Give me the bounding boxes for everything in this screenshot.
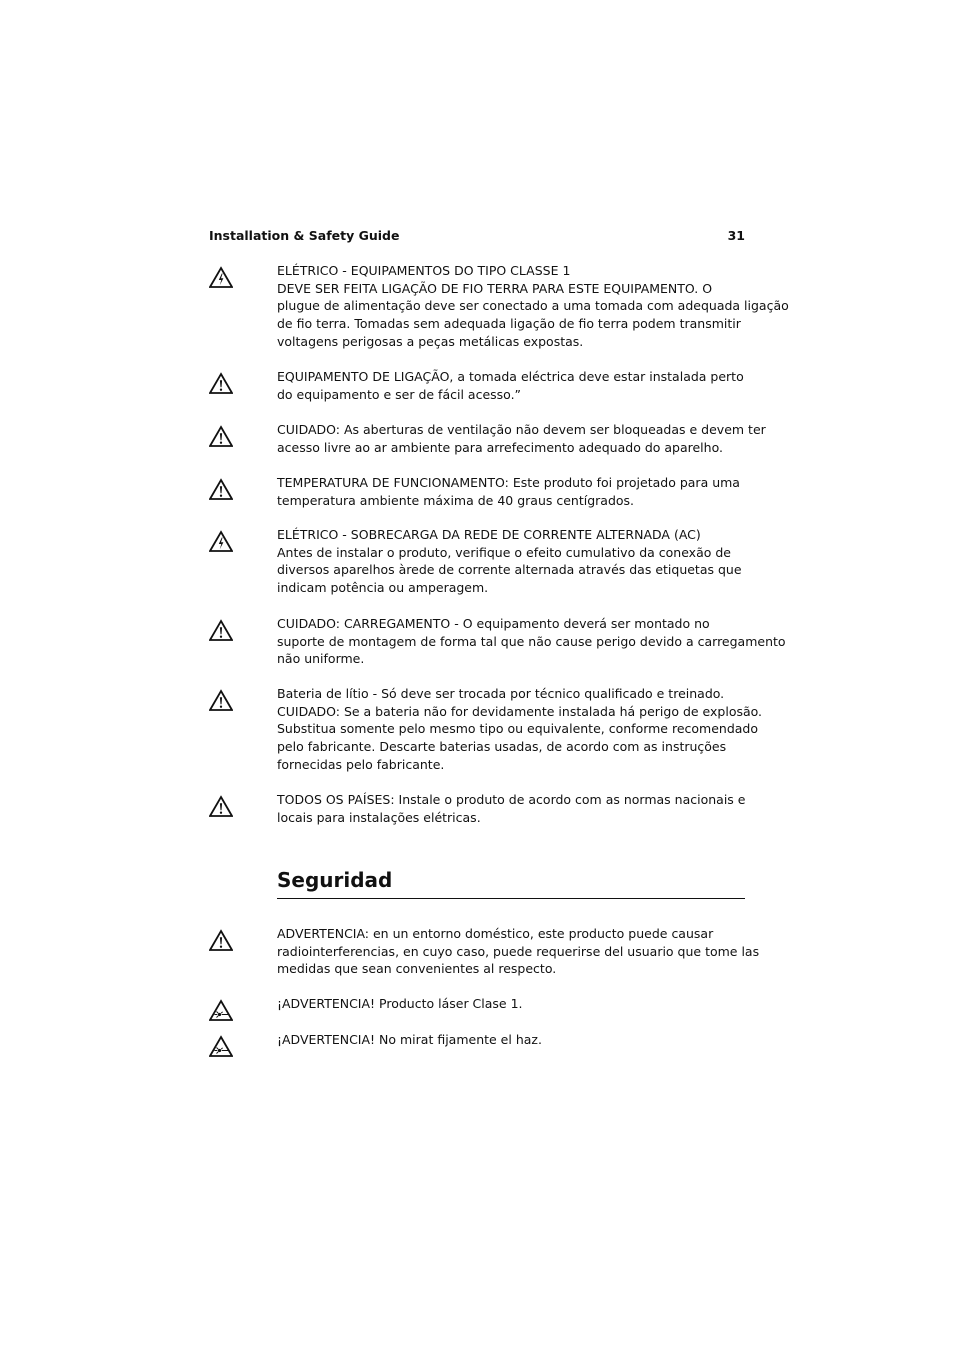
- text-line: indicam potência ou amperagem.: [277, 580, 489, 596]
- text-line: CUIDADO: CARREGAMENTO - O equipamento deverá ser montado no: [277, 616, 710, 631]
- text-line: EQUIPAMENTO DE LIGAÇÃO, a tomada eléctrica deve estar instalada perto: [277, 369, 744, 384]
- text-line: radiointerferencias, en cuyo caso, puede requerirse del usuario que tome las: [277, 943, 760, 959]
- warning-icon: [209, 619, 233, 641]
- warning-text: [277, 1031, 745, 1049]
- warning-icon: [209, 929, 233, 951]
- text-line: Antes de instalar o produto, verifique o efeito cumulativo da conexão de: [277, 544, 731, 560]
- text-line: temperatura ambiente máxima de 40 graus centígrados.: [277, 492, 635, 508]
- page-header: [209, 228, 745, 246]
- warning-icon: [209, 795, 233, 817]
- text-line: suporte de montagem de forma tal que não cause perigo devido a carregamento: [277, 633, 786, 649]
- warning-icon: [209, 689, 233, 711]
- section-divider: [277, 898, 745, 899]
- page-number: 31: [727, 228, 745, 243]
- warning-text: [277, 995, 745, 1013]
- warning-text: [277, 791, 745, 826]
- text-line: TODOS OS PAÍSES: Instale o produto de acordo com as normas nacionais e: [277, 792, 746, 807]
- electrical-warning-icon: [209, 266, 233, 288]
- text-line: Substitua somente pelo mesmo tipo ou equivalente, conforme recomendado: [277, 721, 759, 737]
- text-line: Bateria de lítio - Só deve ser trocada por técnico qualificado e treinado.: [277, 686, 725, 701]
- text-line: plugue de alimentação deve ser conectado a uma tomada com adequada ligação: [277, 298, 789, 314]
- laser-warning-icon: [209, 999, 233, 1021]
- text-line: do equipamento e ser de fácil acesso.”: [277, 386, 522, 402]
- warning-icon: [209, 372, 233, 394]
- text-line: pelo fabricante. Descarte baterias usadas, de acordo com as instruções: [277, 739, 727, 755]
- warning-icon: [209, 478, 233, 500]
- electrical-warning-icon: [209, 530, 233, 552]
- warning-text: [277, 474, 745, 509]
- text-line: ADVERTENCIA: en un entorno doméstico, este producto puede causar: [277, 926, 714, 941]
- warning-text: [277, 262, 789, 351]
- text-line: TEMPERATURA DE FUNCIONAMENTO: Este produto foi projetado para uma: [277, 475, 740, 490]
- text-line: medidas que sean convenientes al respecto.: [277, 961, 557, 977]
- text-line: ELÉTRICO - EQUIPAMENTOS DO TIPO CLASSE 1: [277, 263, 571, 278]
- warning-text: [277, 685, 763, 774]
- text-line: CUIDADO: As aberturas de ventilação não devem ser bloqueadas e devem ter: [277, 422, 766, 437]
- text-line: ¡ADVERTENCIA! No mirat fijamente el haz.: [277, 1032, 542, 1047]
- warning-icon: [209, 425, 233, 447]
- text-line: DEVE SER FEITA LIGAÇÃO DE FIO TERRA PARA ESTE EQUIPAMENTO. O: [277, 280, 713, 296]
- warning-text: [277, 421, 766, 456]
- text-line: de fio terra. Tomadas sem adequada ligação de fio terra podem transmitir: [277, 316, 741, 332]
- laser-warning-icon: [209, 1035, 233, 1057]
- text-line: ¡ADVERTENCIA! Producto láser Clase 1.: [277, 996, 523, 1011]
- warning-text: [277, 925, 760, 978]
- text-line: voltagens perigosas a peças metálicas expostas.: [277, 333, 584, 349]
- text-line: locais para instalações elétricas.: [277, 809, 481, 825]
- warning-text: [277, 368, 745, 403]
- section-title: Seguridad: [277, 868, 393, 892]
- warning-text: [277, 615, 786, 668]
- text-line: diversos aparelhos àrede de corrente alternada através das etiquetas que: [277, 562, 742, 578]
- document-title: Installation & Safety Guide: [209, 228, 400, 243]
- text-line: fornecidas pelo fabricante.: [277, 756, 445, 772]
- text-line: não uniforme.: [277, 651, 365, 667]
- text-line: acesso livre ao ar ambiente para arrefecimento adequado do aparelho.: [277, 439, 723, 455]
- text-line: ELÉTRICO - SOBRECARGA DA REDE DE CORRENTE ALTERNADA (AC): [277, 527, 701, 542]
- warning-text: [277, 526, 745, 597]
- text-line: CUIDADO: Se a bateria não for devidamente instalada há perigo de explosão.: [277, 703, 763, 719]
